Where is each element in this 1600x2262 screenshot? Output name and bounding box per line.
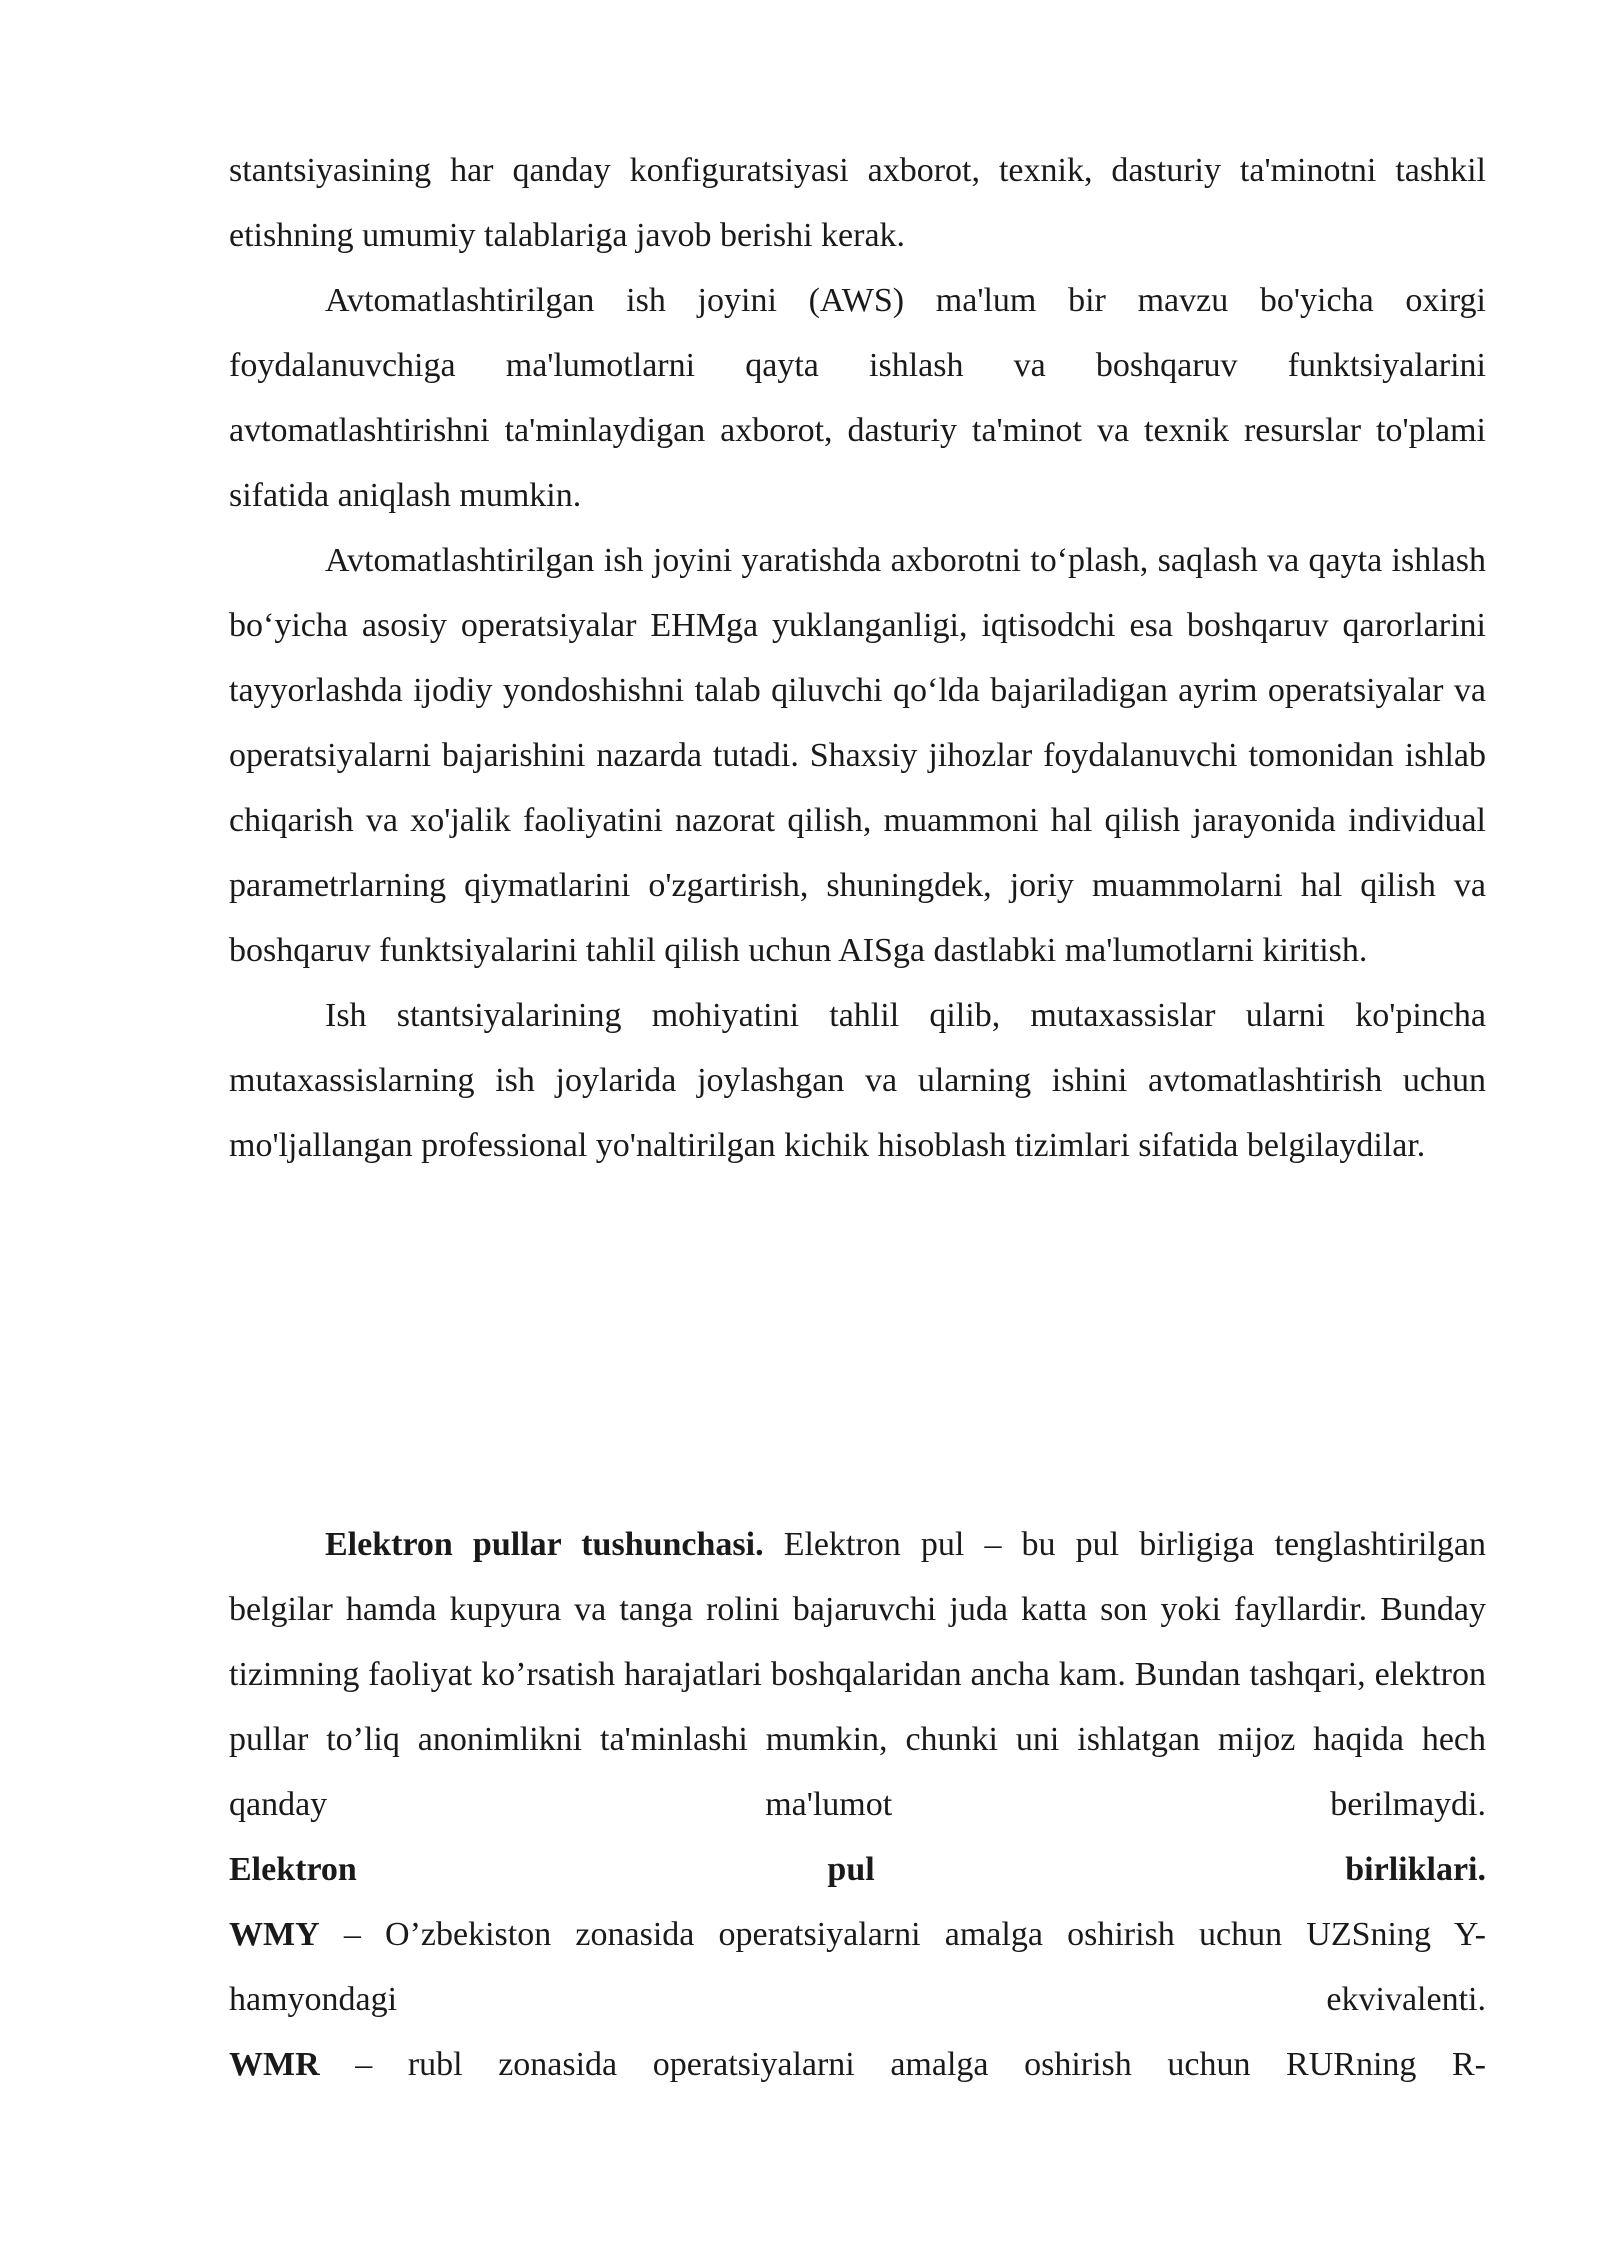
paragraph-workstation-essence: Ish stantsiyalarining mohiyatini tahlil qilib, mutaxassislar ularni ko'pincha mutaxassislarning ish joylarida joylashgan va ularning ishini avtomatlashtirish uchun mo'ljallangan professional yo'naltirilgan kichik hisoblash tizimlari sifatida belgilaydilar. (229, 997, 1486, 1164)
paragraph-continuation: stantsiyasining har qanday konfiguratsiyasi axborot, texnik, dasturiy ta'minotni tashkil etishning umumiy talablariga javob berishi kerak. (229, 152, 1486, 254)
electronic-money-body: Elektron pul – bu pul birligiga tenglashtirilgan belgilar hamda kupyura va tanga rolini bajaruvchi juda katta son yoki fayllardir. Bunday tizimning faoliyat ko’rsatish harajatlari boshqalaridan ancha kam. Bundan tashqari, elektron pullar to’liq anonimlikni ta'minlashi mumkin, chunki uni ishlatgan mijoz haqida hech qanday ma'lumot berilmaydi. (229, 1526, 1487, 1823)
wmr-definition (229, 2032, 1486, 2097)
paragraph-aws-definition: Avtomatlashtirilgan ish joyini (AWS) ma'lum bir mavzu bo'yicha oxirgi foydalanuvchiga ma'lumotlarni qayta ishlash va boshqaruv funktsiyalarini avtomatlashtirishni ta'minlaydigan axborot, dasturiy ta'minot va texnik resurslar to'plami sifatida aniqlash mumkin. (229, 282, 1486, 514)
wmy-text: – O’zbekiston zonasida operatsiyalarni amalga oshirish uchun UZSning Y-hamyondagi ekvivalenti. (229, 1916, 1486, 2018)
wmy-definition (229, 1902, 1486, 2032)
units-heading: Elektron pul birliklari. (229, 1851, 1486, 1888)
paragraph-electronic-money (229, 1512, 1486, 1837)
wmy-label: WMY (229, 1916, 320, 1953)
top-text-section (229, 138, 1486, 1178)
paragraph-workstation-creation: Avtomatlashtirilgan ish joyini yaratishda axborotni to‘plash, saqlash va qayta ishlash bo‘yicha asosiy operatsiyalar EHMga yuklanganligi, iqtisodchi esa boshqaruv qarorlarini tayyorlashda ijodiy yondoshishni talab qiluvchi qo‘lda bajariladigan ayrim operatsiyalar va operatsiyalarni bajarishini nazarda tutadi. Shaxsiy jihozlar foydalanuvchi tomonidan ishlab chiqarish va xo'jalik faoliyatini nazorat qilish, muammoni hal qilish jarayonida individual parametrlarning qiymatlarini o'zgartirish, shuningdek, joriy muammolarni hal qilish va boshqaruv funktsiyalarini tahlil qilish uchun AISga dastlabki ma'lumotlarni kiritish. (229, 542, 1486, 969)
wmr-label: WMR (229, 2046, 320, 2083)
section-heading: Elektron pullar tushunchasi. (325, 1526, 764, 1563)
wmr-text: – rubl zonasida operatsiyalarni amalga oshirish uchun RURning R- (319, 2046, 1486, 2083)
bottom-text-section (229, 1512, 1486, 2097)
